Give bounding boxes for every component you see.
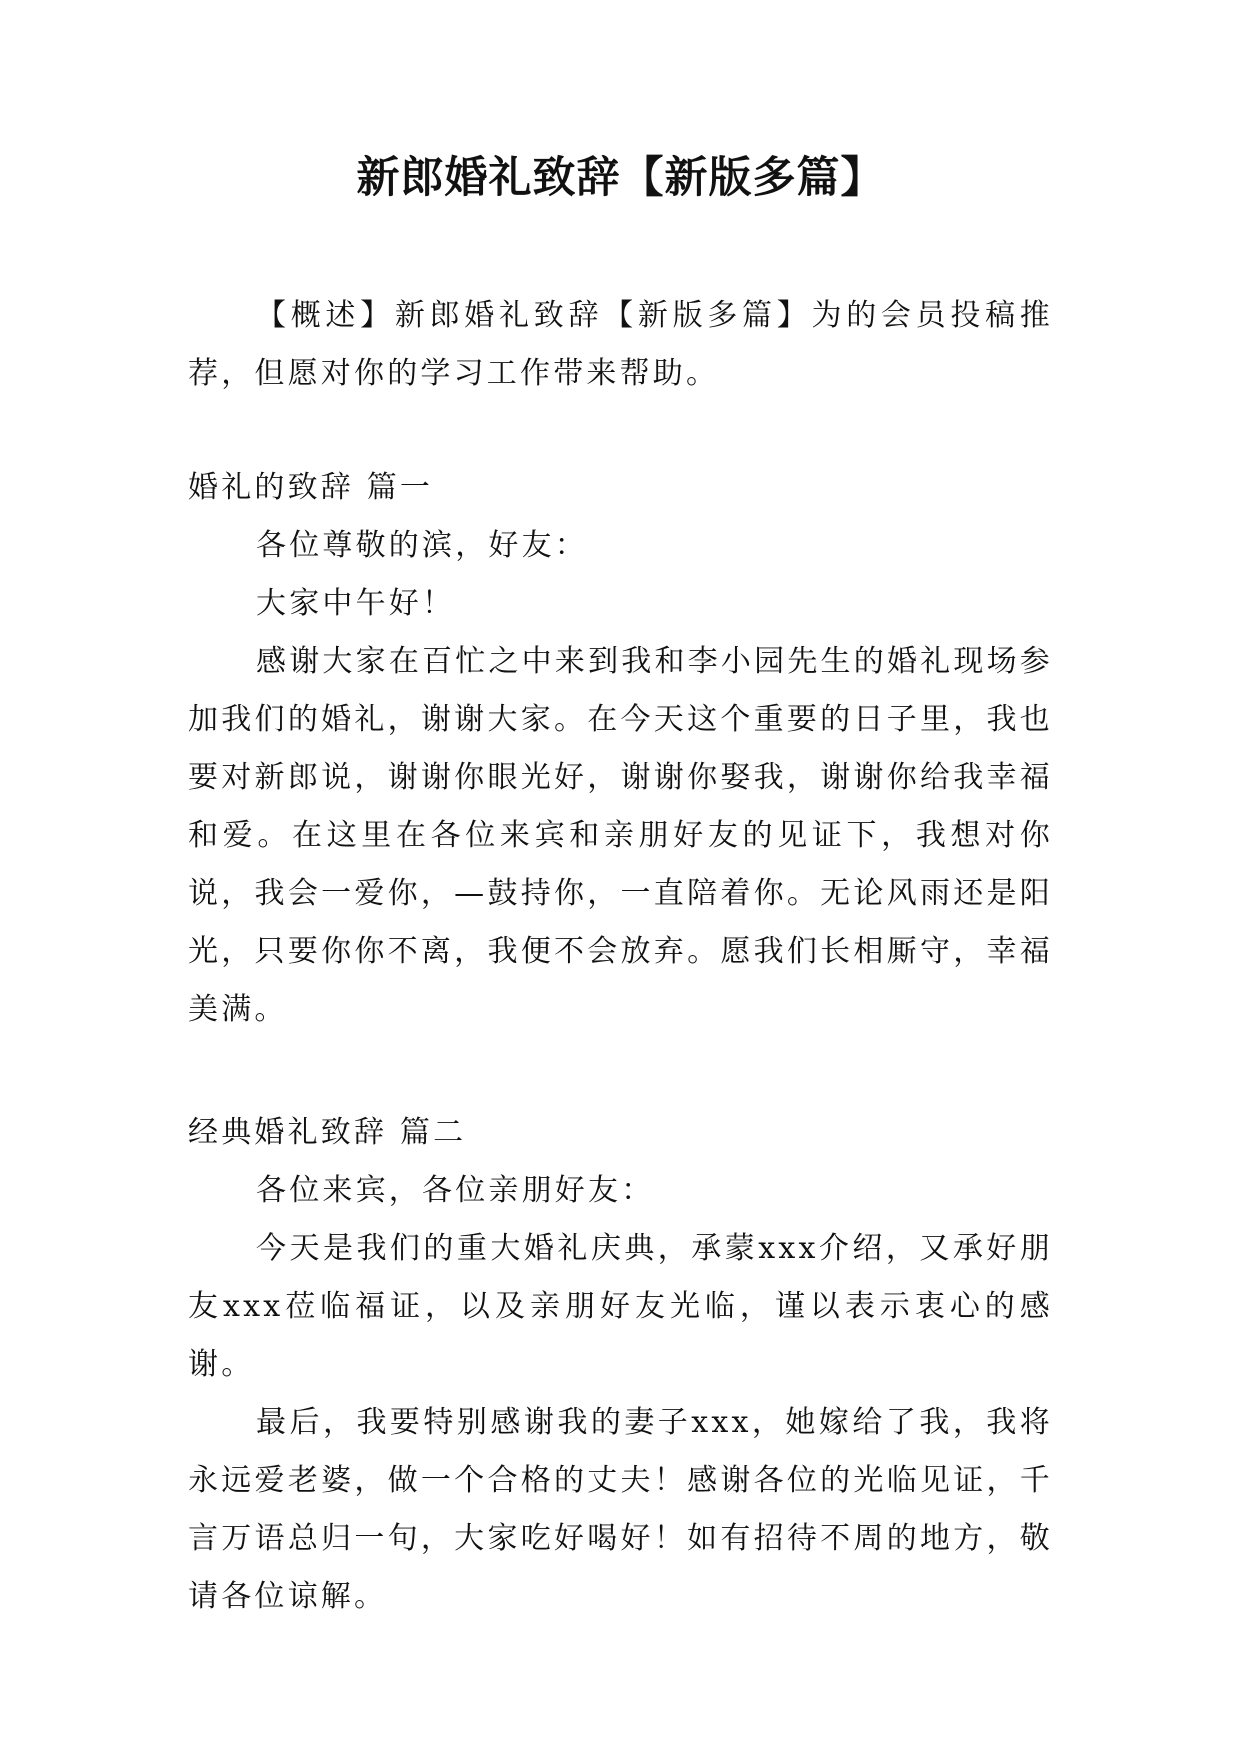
section-heading: 婚礼的致辞 篇一 (188, 470, 434, 505)
section-2 (188, 1104, 1053, 1626)
document-title: 新郎婚礼致辞【新版多篇】 (356, 153, 885, 203)
body-paragraph: 今天是我们的重大婚礼庆典，承蒙xxx介绍，又承好朋友xxx莅临福证，以及亲朋好友光临，谨以表示衷心的感谢。 (188, 1231, 1053, 1382)
summary-paragraph: 【概述】新郎婚礼致辞【新版多篇】为的会员投稿推荐，但愿对你的学习工作带来帮助。 (188, 298, 1053, 391)
section-1 (188, 459, 1053, 1039)
summary-block (188, 287, 1053, 403)
salutation-paragraph: 各位尊敬的滨，好友： (256, 528, 588, 563)
salutation-paragraph: 各位来宾，各位亲朋好友： (256, 1173, 655, 1208)
section-heading: 经典婚礼致辞 篇二 (188, 1115, 467, 1150)
body-paragraph: 最后，我要特别感谢我的妻子xxx，她嫁给了我，我将永远爱老婆，做一个合格的丈夫！感谢各位的光临见证，千言万语总归一句，大家吃好喝好！如有招待不周的地方，敬请各位谅解。 (188, 1405, 1053, 1614)
body-paragraph: 感谢大家在百忙之中来到我和李小园先生的婚礼现场参加我们的婚礼，谢谢大家。在今天这个重要的日子里，我也要对新郎说，谢谢你眼光好，谢谢你娶我，谢谢你给我幸福和爱。在这里在各位来宾和亲朋好友的见证下，我想对你说，我会一爱你，—鼓持你，一直陪着你。无论风雨还是阳光，只要你你不离，我便不会放弃。愿我们长相厮守，幸福美满。 (188, 644, 1053, 1027)
greeting-paragraph: 大家中午好！ (256, 586, 456, 621)
